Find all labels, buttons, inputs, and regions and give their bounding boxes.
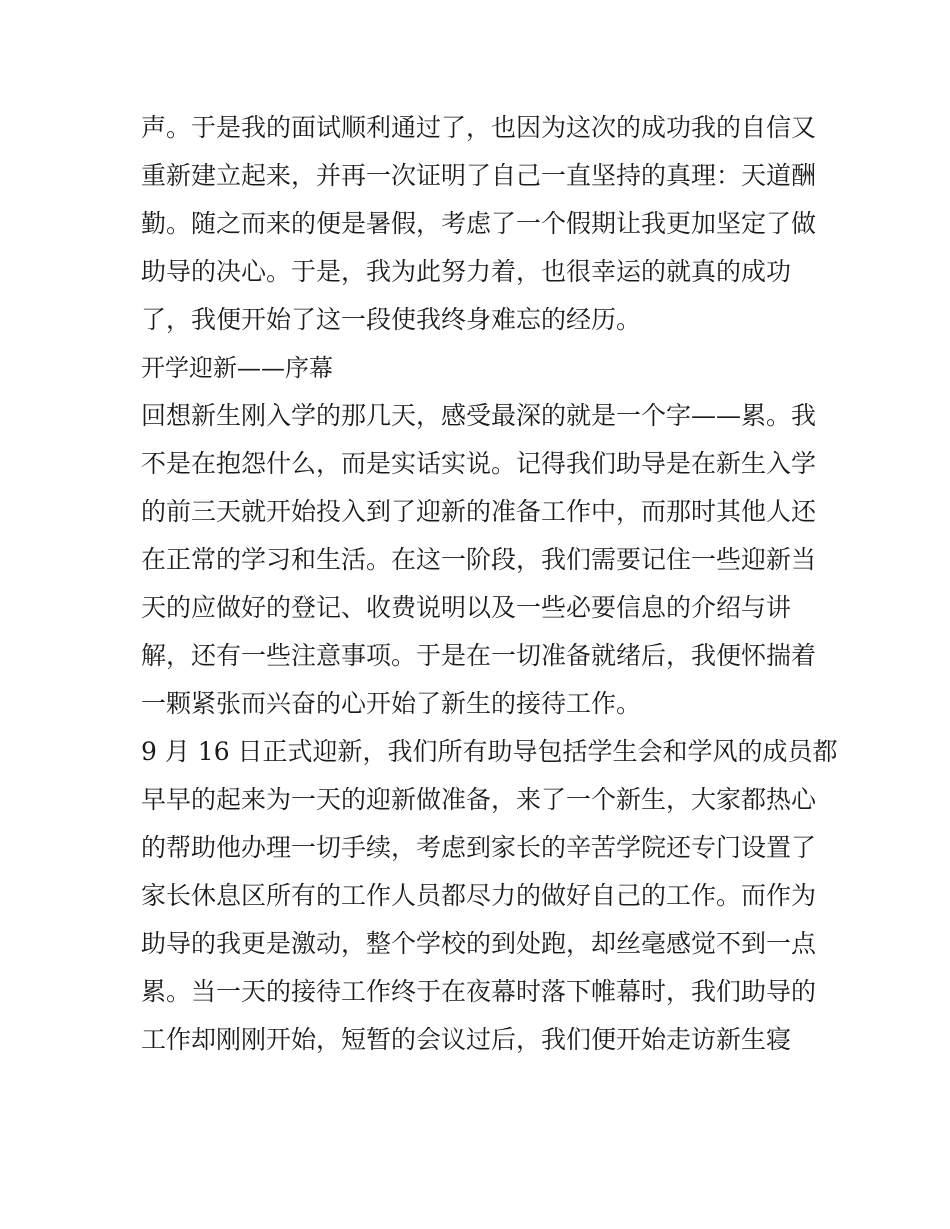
text-line: 声。于是我的面试顺利通过了，也因为这次的成功我的自信又: [141, 113, 817, 142]
text-line: 一颗紧张而兴奋的心开始了新生的接待工作。: [141, 689, 642, 718]
text-line: 9 月 16 日正式迎新，我们所有助导包括学生会和学风的成员都: [141, 737, 838, 766]
text-line: 早早的起来为一天的迎新做准备，来了一个新生，大家都热心: [141, 785, 817, 814]
text-line: 重新建立起来，并再一次证明了自己一直坚持的真理：天道酬: [141, 161, 817, 190]
text-line: 解，还有一些注意事项。于是在一切准备就绪后，我便怀揣着: [141, 641, 817, 670]
text-line: 助导的决心。于是，我为此努力着，也很幸运的就真的成功: [141, 257, 792, 286]
text-line: 勤。随之而来的便是暑假，考虑了一个假期让我更加坚定了做: [141, 209, 817, 238]
text-line: 累。当一天的接待工作终于在夜幕时落下帷幕时，我们助导的: [141, 977, 817, 1006]
body-text: [141, 104, 838, 1064]
text-line: 了，我便开始了这一段使我终身难忘的经历。: [141, 305, 642, 334]
text-line: 助导的我更是激动，整个学校的到处跑，却丝毫感觉不到一点: [141, 929, 817, 958]
text-line: 的前三天就开始投入到了迎新的准备工作中，而那时其他人还: [141, 497, 817, 526]
text-line: 的帮助他办理一切手续，考虑到家长的辛苦学院还专门设置了: [141, 833, 817, 862]
text-line: 在正常的学习和生活。在这一阶段，我们需要记住一些迎新当: [141, 545, 817, 574]
section-heading: 开学迎新——序幕: [141, 354, 333, 382]
text-line: 家长休息区所有的工作人员都尽力的做好自己的工作。而作为: [141, 881, 817, 910]
text-line: 天的应做好的登记、收费说明以及一些必要信息的介绍与讲: [141, 593, 792, 622]
text-line: 不是在抱怨什么，而是实话实说。记得我们助导是在新生入学: [141, 449, 817, 478]
text-line: 回想新生刚入学的那几天，感受最深的就是一个字——累。我: [141, 401, 817, 430]
text-line: 工作却刚刚开始，短暂的会议过后，我们便开始走访新生寝: [141, 1025, 792, 1054]
